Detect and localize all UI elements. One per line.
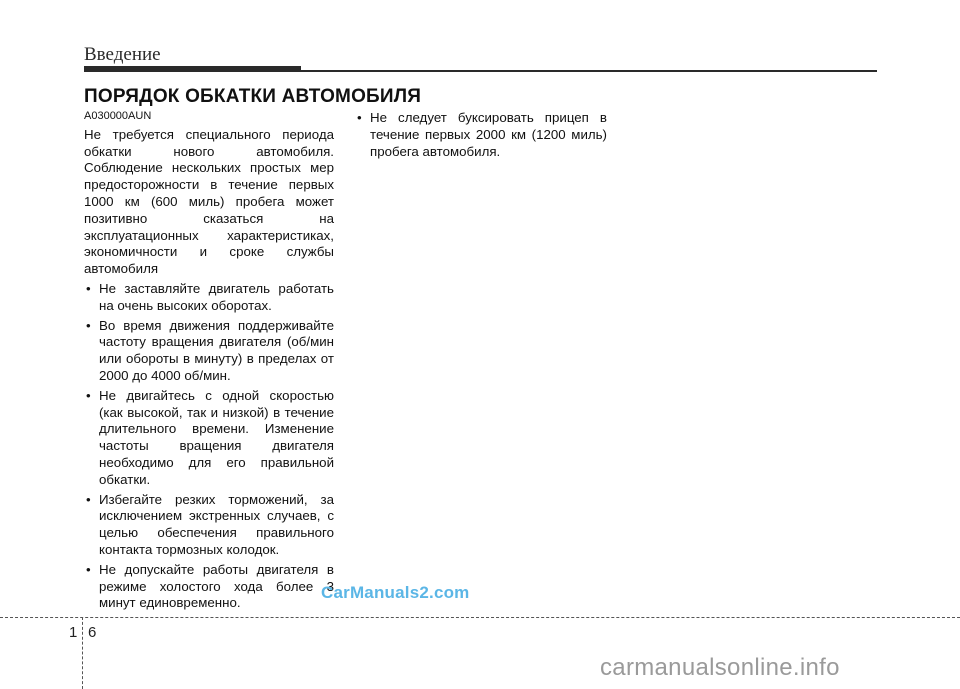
list-item: • Во время движения поддерживайте частоту вращения двигателя (об/мин или обороты в минуту) в пределах от 2000 до 4000 об/мин. xyxy=(84,318,334,385)
right-column xyxy=(355,110,607,160)
header-rule-thin xyxy=(301,70,877,72)
section-code: A030000AUN xyxy=(84,110,152,122)
left-column xyxy=(84,108,334,612)
chapter-number: 1 xyxy=(69,624,78,641)
page-number: 6 xyxy=(88,624,97,641)
list-item: • Избегайте резких торможений, за исключением экстренных случаев, с целью обеспечения правильного контакта тормозных колодок. xyxy=(84,492,334,559)
footer-divider-vertical xyxy=(82,617,83,689)
footer-divider-horizontal xyxy=(0,617,960,618)
intro-paragraph: Не требуется специального периода обкатки нового автомобиля. Соблюдение нескольких простых мер предосторожности в течение первых 1000 км (600 миль) пробега может позитивно сказаться на эксплуатационных характеристиках, экономичности и сроке службы автомобиля xyxy=(84,126,334,277)
list-item: • Не допускайте работы двигателя в режиме холостого хода более 3 минут единовременно. xyxy=(84,562,334,612)
bullet-list-right xyxy=(355,110,607,160)
header-rule-thick xyxy=(84,66,301,72)
list-item: • Не двигайтесь с одной скоростью (как высокой, так и низкой) в течение длительного времени. Изменение частоты вращения двигателя необходимо для его правильной обкатки. xyxy=(84,388,334,489)
watermark-carmanuals2[interactable]: CarManuals2.com xyxy=(321,583,470,602)
watermark-carmanualsonline[interactable]: carmanualsonline.info xyxy=(600,654,840,681)
section-header: Введение xyxy=(84,44,161,65)
page-title: ПОРЯДОК ОБКАТКИ АВТОМОБИЛЯ xyxy=(84,86,422,107)
list-item: • Не следует буксировать прицеп в течение первых 2000 км (1200 миль) пробега автомобиля. xyxy=(355,110,607,160)
list-item: • Не заставляйте двигатель работать на очень высоких оборотах. xyxy=(84,281,334,315)
bullet-list-left xyxy=(84,281,334,612)
